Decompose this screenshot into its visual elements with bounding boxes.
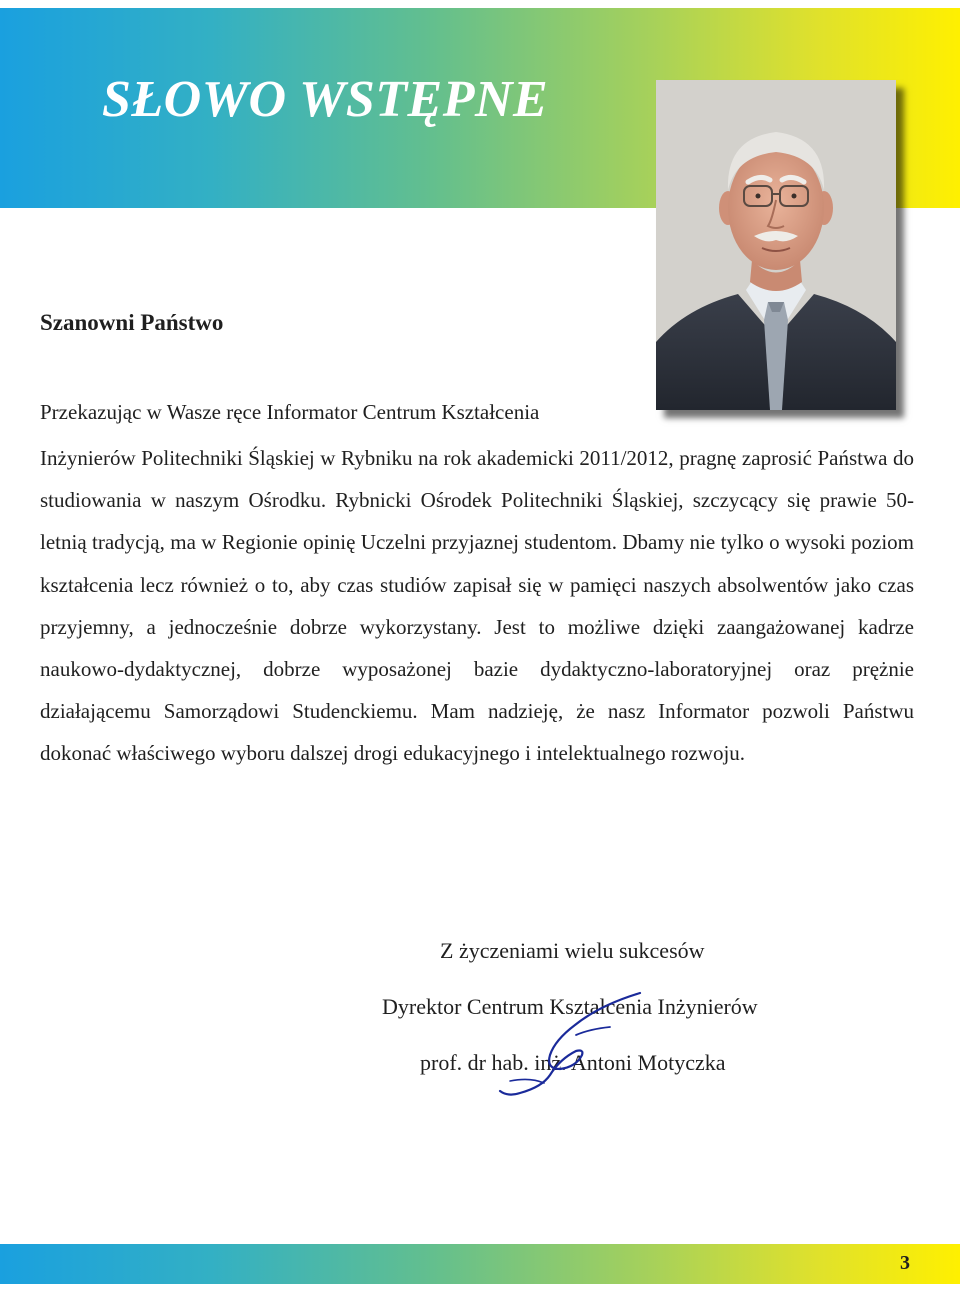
page-title: SŁOWO WSTĘPNE: [102, 71, 549, 128]
signatory-name: prof. dr hab. inż. Antoni Motyczka: [420, 1050, 726, 1075]
page-number: 3: [900, 1252, 910, 1274]
portrait-illustration: [656, 80, 896, 410]
greeting: Szanowni Państwo: [40, 310, 224, 335]
body-first-line: Przekazując w Wasze ręce Informator Centrum Kształcenia: [40, 400, 540, 424]
portrait-photo: [656, 80, 896, 410]
footer-gradient-band: [0, 1244, 960, 1284]
signatory-role: Dyrektor Centrum Kształcenia Inżynierów: [382, 994, 758, 1019]
closing-line: Z życzeniami wielu sukcesów: [440, 938, 705, 963]
body-paragraph: Inżynierów Politechniki Śląskiej w Rybniku na rok akademicki 2011/2012, pragnę zaprosić Państwa do studiowania w naszym Ośrodku. Rybnicki Ośrodek Politechniki Śląskiej, szczycący się prawie 50-letnią tradycją, ma w Regionie opinię Uczelni przyjaznej studentom. Dbamy nie tylko o wysoki poziom kształcenia lecz również o to, aby czas studiów zapisał się w pamięci naszych absolwentów jako czas przyjemny, a jednocześnie dobrze wykorzystany. Jest to możliwe dzięki zaangażowanej kadrze naukowo-dydaktycznej, dobrze wyposażonej bazie dydaktyczno-laboratoryjnej oraz prężnie działającemu Samorządowi Studenckiemu. Mam nadzieję, że nasz Informator pozwoli Państwu dokonać właściwego wyboru dalszej drogi edukacyjnego i intelektualnego rozwoju.: [40, 446, 914, 766]
